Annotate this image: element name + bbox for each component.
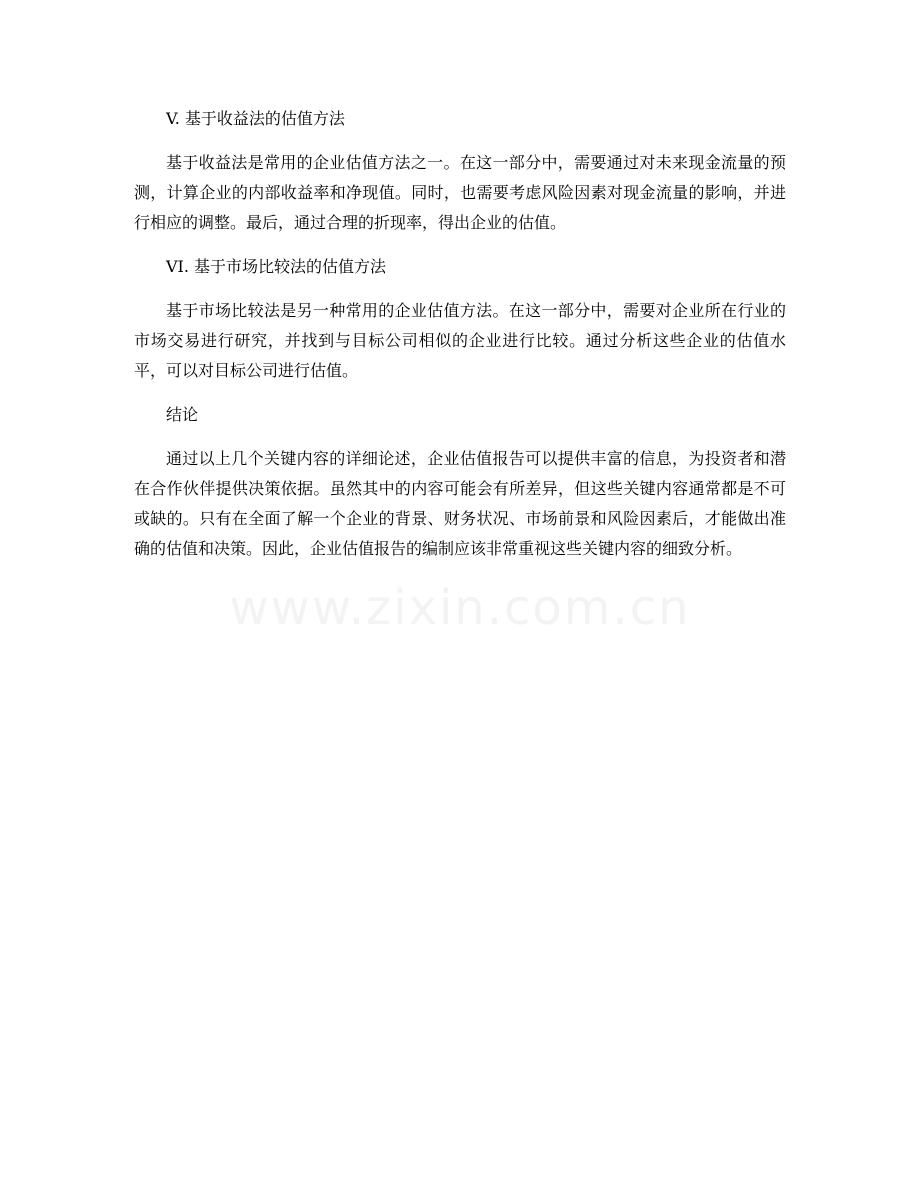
watermark: www.zixin.com.cn (229, 580, 691, 636)
section-heading-market-comparison: VI. 基于市场比较法的估值方法 (166, 257, 387, 276)
document-body (134, 104, 786, 564)
section-paragraph-income-approach: 基于收益法是常用的企业估值方法之一。在这一部分中，需要通过对未来现金流量的预测，计算企业的内部收益率和净现值。同时，也需要考虑风险因素对现金流量的影响，并进行相应的调整。最后，通过合理的折现率，得出企业的估值。 (134, 153, 786, 232)
section-paragraph-market-comparison: 基于市场比较法是另一种常用的企业估值方法。在这一部分中，需要对企业所在行业的市场交易进行研究，并找到与目标公司相似的企业进行比较。通过分析这些企业的估值水平，可以对目标公司进行估值。 (134, 301, 786, 380)
section-heading-income-approach: V. 基于收益法的估值方法 (166, 109, 345, 128)
section-paragraph-conclusion: 通过以上几个关键内容的详细论述，企业估值报告可以提供丰富的信息，为投资者和潜在合作伙伴提供决策依据。虽然其中的内容可能会有所差异，但这些关键内容通常都是不可或缺的。只有在全面了解一个企业的背景、财务状况、市场前景和风险因素后，才能做出准确的估值和决策。因此，企业估值报告的编制应该非常重视这些关键内容的细致分析。 (134, 449, 786, 558)
section-heading-conclusion: 结论 (166, 405, 199, 424)
